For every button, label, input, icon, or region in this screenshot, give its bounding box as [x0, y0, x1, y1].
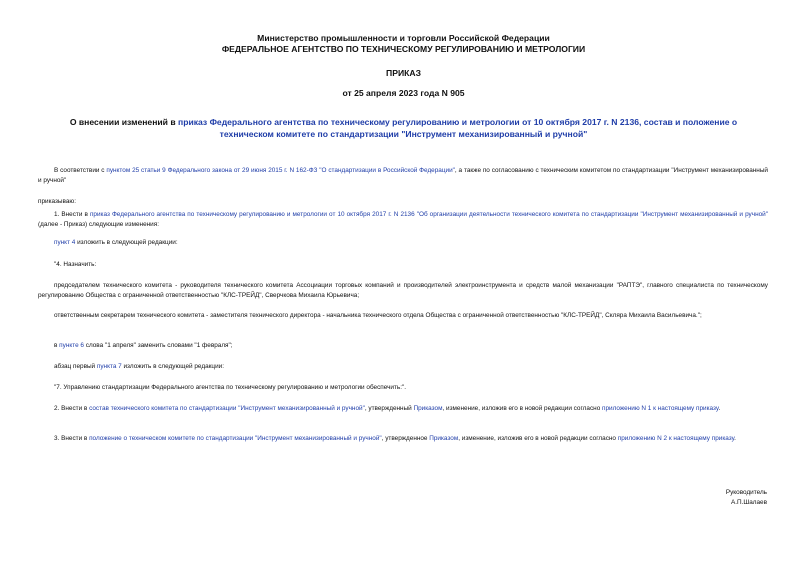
paragraph-point-7: [38, 362, 768, 372]
point-6-link[interactable]: пункте 6: [59, 342, 84, 349]
agency-name: ФЕДЕРАЛЬНОЕ АГЕНТСТВО ПО ТЕХНИЧЕСКОМУ РЕГУЛИРОВАНИЮ И МЕТРОЛОГИИ: [221, 44, 586, 54]
paragraph-preamble: [38, 166, 768, 186]
p8-text-b: слова "1 апреля" заменить словами "1 февраля";: [83, 342, 233, 349]
paragraph-chairman: председателем технического комитета - руководителя технического комитета Ассоциации торговых компаний и производителей электроинструмента и средств малой механизации "РАПТЭ", главного специалиста по техническому регулированию Общества с ограниченной ответственностью "КЛС-ТРЕЙД", Сверчкова Михаила Юрьевича;: [38, 282, 768, 299]
p3-text-b: (далее - Приказ) следующие изменения:: [38, 221, 159, 228]
order-2136-link[interactable]: приказ Федерального агентства по техническому регулированию и метрологии от 10 октября 2017 г. N 2136 "Об организации деятельности технического комитета по стандартизации "Инструмент механизированный и ручной": [89, 211, 768, 218]
committee-regulation-link[interactable]: положение о техническом комитете по стандартизации "Инструмент механизированный и ручной": [89, 435, 382, 442]
p11-text-b: , утвержденный: [364, 405, 414, 412]
order-link-2[interactable]: Приказом: [429, 435, 459, 442]
paragraph-order-word: приказываю:: [38, 198, 76, 205]
doc-date: от 25 апреля 2023 года N 905: [342, 88, 465, 98]
p1-text-a: В соответствии с: [54, 167, 107, 174]
title-prefix: О внесении изменений в: [69, 117, 179, 127]
appendix-1-link[interactable]: приложению N 1 к настоящему приказу: [602, 405, 719, 412]
ministry-name: Министерство промышленности и торговли Российской Федерации: [257, 33, 550, 43]
signature-role: Руководитель: [725, 489, 767, 496]
p9-text-a: абзац первый: [54, 363, 97, 370]
committee-composition-link[interactable]: состав технического комитета по стандартизации "Инструмент механизированный и ручной": [89, 405, 365, 412]
paragraph-appoint: "4. Назначить:: [54, 261, 97, 268]
order-link[interactable]: Приказом: [413, 405, 443, 412]
p11-text-c: , изменение, изложив его в новой редакции согласно: [442, 405, 603, 412]
paragraph-point-6: [38, 341, 768, 351]
p12-text-b: , утвержденное: [381, 435, 430, 442]
paragraph-point-4: [38, 238, 768, 248]
paragraph-item-1: [38, 210, 768, 230]
point-4-link[interactable]: пункт 4: [54, 239, 76, 246]
appendix-2-link[interactable]: приложению N 2 к настоящему приказу: [617, 435, 735, 442]
law-link[interactable]: пунктом 25 статьи 9 Федерального закона от 29 июня 2015 г. N 162-ФЗ "О стандартизации в Российской Федерации": [106, 167, 455, 174]
p11-text-a: 2. Внести в: [54, 405, 90, 412]
p11-text-d: .: [718, 405, 721, 412]
p12-text-d: .: [734, 435, 736, 442]
point-7-link[interactable]: пункта 7: [96, 363, 122, 370]
p4-text-b: изложить в следующей редакции:: [75, 239, 178, 246]
paragraph-management: "7. Управлению стандартизации Федерального агентства по техническому регулированию и метрологии обеспечить:".: [54, 384, 407, 391]
paragraph-item-3: [38, 434, 768, 444]
p3-text-a: 1. Внести в: [54, 211, 90, 218]
paragraph-secretary: ответственным секретарем технического комитета - заместителя технического директора - начальника технического отдела Общества с ограниченной ответственностью "КЛС-ТРЕЙД", Скляра Михаила Васильевича.";: [54, 312, 702, 319]
p9-text-b: изложить в следующей редакции:: [121, 363, 224, 370]
paragraph-item-2: [38, 404, 768, 414]
title-link[interactable]: приказ Федерального агентства по техническому регулированию и метрологии от 10 октября 2017 г. N 2136, состав и положение о техническом комитете по стандартизации "Инструмент механизированный и ручной": [178, 117, 738, 139]
signature-name: А.П.Шалаев: [730, 499, 767, 506]
p8-text-a: в: [54, 342, 60, 349]
doc-type: ПРИКАЗ: [386, 68, 421, 78]
p12-text-a: 3. Внести в: [54, 435, 90, 442]
p12-text-c: , изменение, изложив его в новой редакции согласно: [458, 435, 618, 442]
p1-text-b: , а также по согласованию с техническим комитетом по стандартизации "Инструмент механизированный и ручной": [38, 167, 768, 184]
doc-title: [45, 116, 762, 140]
